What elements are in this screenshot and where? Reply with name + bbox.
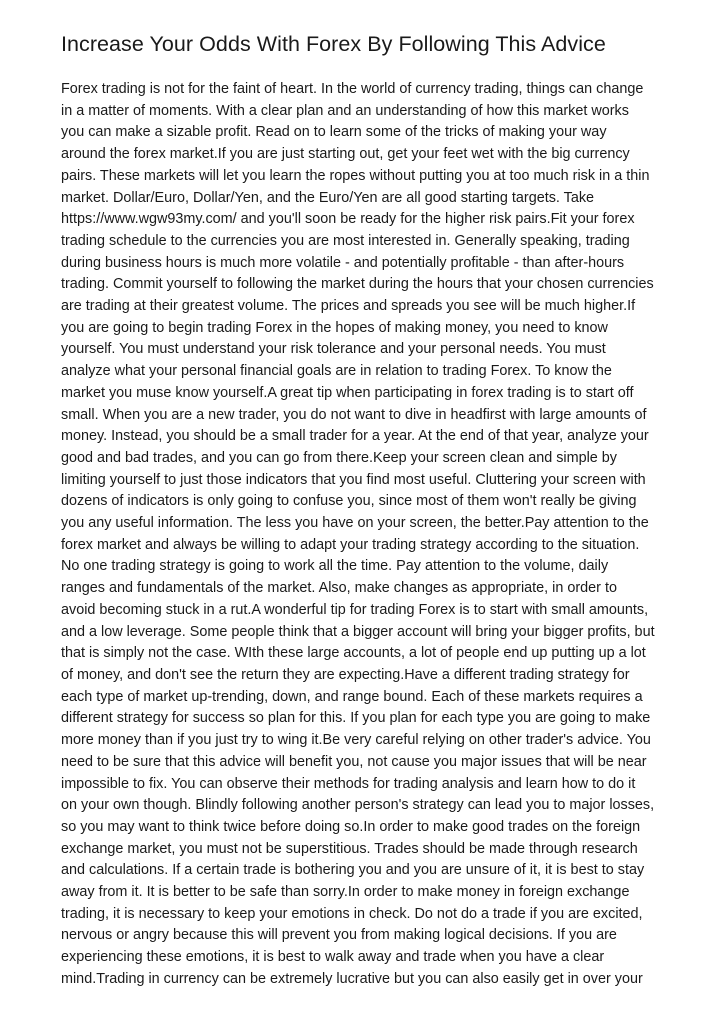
- body-line: impossible to fix. You can observe their methods for trading analysis and learn how to do it: [61, 775, 636, 792]
- body-line: on your own though. Blindly following another person's strategy can lead you to major losses,: [61, 797, 655, 814]
- body-line: that is simply not the case. WIth these large accounts, a lot of people end up putting up a lot: [61, 645, 646, 662]
- body-line: good and bad trades, and you can go from there.Keep your screen clean and simple by: [61, 449, 617, 466]
- body-line: small. When you are a new trader, you do not want to dive in headfirst with large amounts of: [61, 406, 647, 423]
- body-line: nervous or angry because this will prevent you from making logical decisions. If you are: [61, 927, 617, 944]
- body-line: forex market and always be willing to adapt your trading strategy according to the situation.: [61, 536, 640, 553]
- body-line: different strategy for success so plan for this. If you plan for each type you are going to make: [61, 710, 651, 727]
- body-line: you are going to begin trading Forex in the hopes of making money, you need to know: [61, 319, 608, 336]
- body-line: in a matter of moments. With a clear plan and an understanding of how this market works: [61, 102, 629, 119]
- body-line: so you may want to think twice before doing so.In order to make good trades on the foreign: [61, 818, 641, 835]
- body-line: ranges and fundamentals of the market. Also, make changes as appropriate, in order to: [61, 580, 617, 597]
- body-line: No one trading strategy is going to work all the time. Pay attention to the volume, daily: [61, 558, 609, 575]
- body-line: need to be sure that this advice will benefit you, not cause you major issues that will be near: [61, 753, 647, 770]
- page-title: Increase Your Odds With Forex By Following This Advice: [61, 32, 606, 56]
- body-line: and a low leverage. Some people think that a bigger account will bring your bigger profits, but: [61, 623, 655, 640]
- body-line: around the forex market.If you are just starting out, get your feet wet with the big currency: [61, 146, 630, 163]
- body-line: are trading at their greatest volume. The prices and spreads you see will be much higher.If: [61, 298, 636, 315]
- body-line: trading. Commit yourself to following the market during the hours that your chosen currencies: [61, 276, 654, 293]
- body-line: mind.Trading in currency can be extremely lucrative but you can also easily get in over your: [61, 970, 643, 987]
- body-line: limiting yourself to just those indicators that you find most useful. Cluttering your screen with: [61, 471, 646, 488]
- body-line: experiencing these emotions, it is best to walk away and trade when you have a clear: [61, 949, 605, 966]
- body-line: pairs. These markets will let you learn the ropes without putting you at too much risk in a thin: [61, 167, 650, 184]
- body-line: analyze what your personal financial goals are in relation to trading Forex. To know the: [61, 363, 612, 380]
- body-line: you can make a sizable profit. Read on to learn some of the tricks of making your way: [61, 124, 607, 141]
- body-line: you any useful information. The less you have on your screen, the better.Pay attention to the: [61, 515, 649, 532]
- body-line: dozens of indicators is only going to confuse you, since most of them won't really be giving: [61, 493, 637, 510]
- body-line: away from it. It is better to be safe than sorry.In order to make money in foreign exchange: [61, 884, 630, 901]
- body-line: market. Dollar/Euro, Dollar/Yen, and the Euro/Yen are all good starting targets. Take: [61, 189, 595, 206]
- body-line: trading, it is necessary to keep your emotions in check. Do not do a trade if you are excited,: [61, 905, 643, 922]
- article-body: [61, 79, 661, 991]
- body-line: trading schedule to the currencies you are most interested in. Generally speaking, trading: [61, 232, 630, 249]
- body-line: more money than if you just try to wing it.Be very careful relying on other trader's advice. You: [61, 732, 651, 749]
- body-line: money. Instead, you should be a small trader for a year. At the end of that year, analyze your: [61, 428, 649, 445]
- body-line: avoid becoming stuck in a rut.A wonderful tip for trading Forex is to start with small amounts,: [61, 601, 649, 618]
- body-line: https://www.wgw93my.com/ and you'll soon be ready for the higher risk pairs.Fit your forex: [61, 211, 635, 228]
- body-line: yourself. You must understand your risk tolerance and your personal needs. You must: [61, 341, 606, 358]
- body-line: market you muse know yourself.A great tip when participating in forex trading is to start off: [61, 384, 634, 401]
- body-line: of money, and don't see the return they are expecting.Have a different trading strategy for: [61, 666, 630, 683]
- body-line: and calculations. If a certain trade is bothering you and you are unsure of it, it is best to stay: [61, 862, 645, 879]
- body-line: during business hours is much more volatile - and potentially profitable - than after-hours: [61, 254, 625, 271]
- body-line: exchange market, you must not be superstitious. Trades should be made through research: [61, 840, 638, 857]
- body-line: each type of market up-trending, down, and range bound. Each of these markets requires a: [61, 688, 643, 705]
- body-line: Forex trading is not for the faint of heart. In the world of currency trading, things can change: [61, 81, 644, 97]
